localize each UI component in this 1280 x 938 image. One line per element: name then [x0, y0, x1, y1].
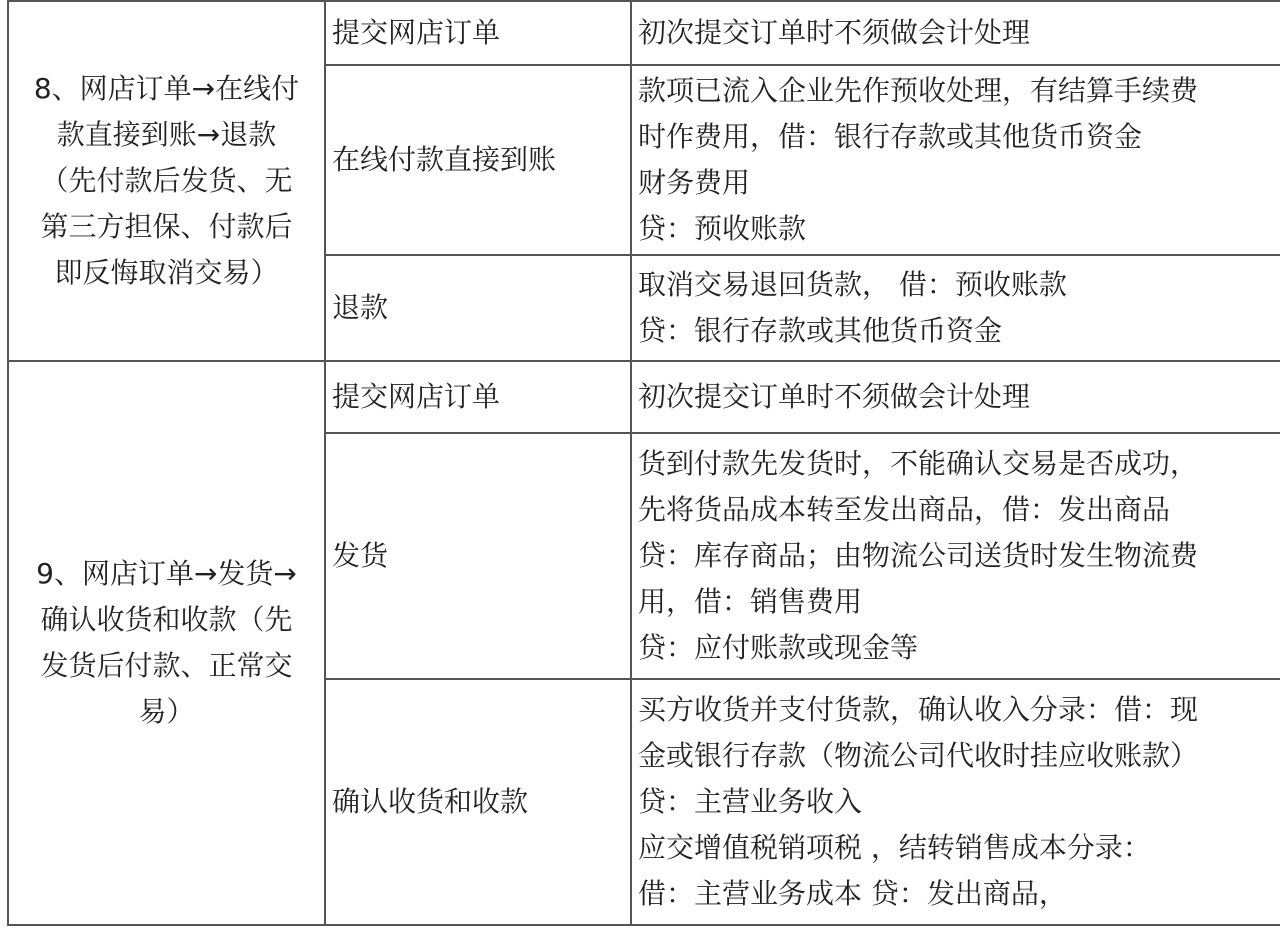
desc-line: 货到付款先发货时，不能确认交易是否成功，	[638, 447, 1199, 480]
desc-line: 财务费用	[638, 166, 751, 199]
desc-line: 款项已流入企业先作预收处理，有结算手续费	[638, 74, 1199, 107]
case-line: 确认收货和收款（先	[40, 603, 293, 636]
desc-line: 初次提交订单时不须做会计处理	[638, 380, 1031, 413]
step-label: 提交网店订单	[332, 380, 501, 413]
case-cell-8	[8, 1, 325, 361]
desc-line: 贷：库存商品；由物流公司送货时发生物流费	[638, 539, 1199, 572]
case-line: 易）	[138, 695, 195, 728]
table-row	[8, 361, 1280, 433]
accounting-table	[7, 0, 1280, 926]
case-line: 发货后付款、正常交	[40, 649, 293, 682]
case-line: 第三方担保、付款后	[40, 210, 293, 243]
desc-line: 贷：应付账款或现金等	[638, 631, 919, 664]
case-cell-9	[8, 361, 325, 925]
case-line: （先付款后发货、无	[40, 164, 293, 197]
step-label: 发货	[332, 539, 389, 572]
desc-line: 贷：预收账款	[638, 212, 807, 245]
desc-cell	[631, 679, 1280, 925]
desc-cell	[631, 1, 1280, 65]
step-label: 提交网店订单	[332, 16, 501, 49]
table-row	[8, 1, 1280, 65]
desc-line: 时作费用，借：银行存款或其他货币资金	[638, 120, 1143, 153]
step-label: 在线付款直接到账	[332, 143, 557, 176]
step-cell	[325, 433, 631, 679]
case-line: 8、网店订单→在线付	[33, 72, 300, 105]
desc-cell	[631, 65, 1280, 255]
desc-line: 先将货品成本转至发出商品，借：发出商品	[638, 493, 1171, 526]
case-line: 款直接到账→退款	[56, 118, 277, 151]
step-cell	[325, 361, 631, 433]
desc-line: 借：主营业务成本 贷：发出商品，	[638, 877, 1067, 910]
step-cell	[325, 679, 631, 925]
desc-line: 初次提交订单时不须做会计处理	[638, 16, 1031, 49]
desc-line: 买方收货并支付货款，确认收入分录：借：现	[638, 693, 1199, 726]
step-cell	[325, 1, 631, 65]
accounting-table-container	[7, 0, 1280, 938]
step-label: 确认收货和收款	[332, 785, 529, 818]
desc-line: 贷：主营业务收入	[638, 785, 863, 818]
desc-line: 应交增值税销项税 ，结转销售成本分录：	[638, 831, 1151, 864]
desc-line: 用，借：销售费用	[638, 585, 863, 618]
step-cell	[325, 255, 631, 361]
step-label: 退款	[332, 291, 389, 324]
case-line: 即反悔取消交易）	[54, 256, 279, 289]
desc-cell	[631, 255, 1280, 361]
desc-cell	[631, 433, 1280, 679]
step-cell	[325, 65, 631, 255]
case-line: 9、网店订单→发货→	[36, 557, 297, 590]
desc-line: 取消交易退回货款， 借：预收账款	[638, 268, 1067, 301]
desc-line: 金或银行存款（物流公司代收时挂应收账款）	[638, 739, 1199, 772]
desc-line: 贷：银行存款或其他货币资金	[638, 314, 1003, 347]
desc-cell	[631, 361, 1280, 433]
